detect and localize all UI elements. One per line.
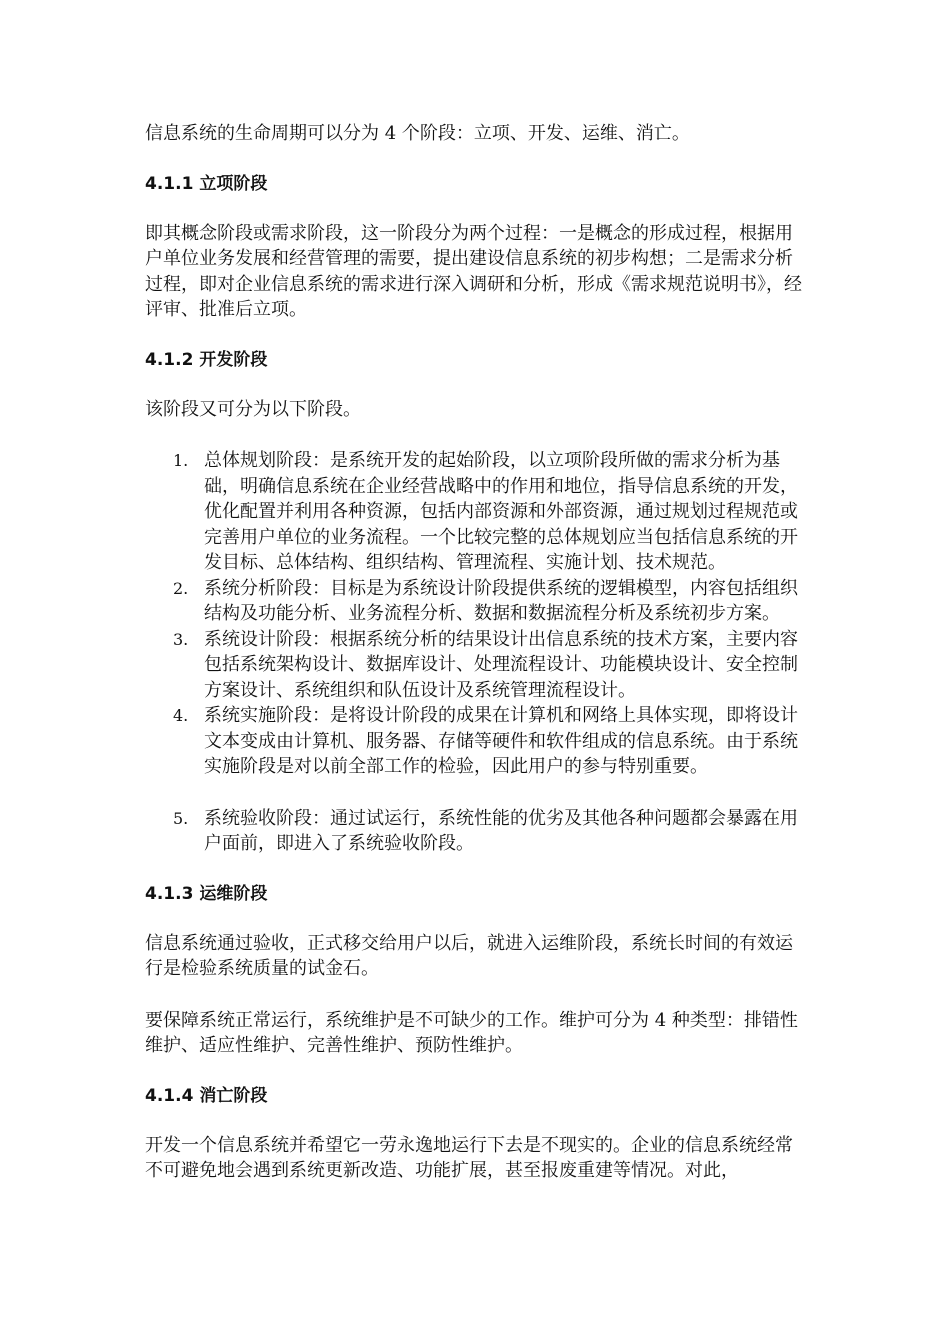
development-stage-list	[145, 448, 805, 857]
list-item	[145, 703, 805, 780]
retirement-paragraph: 开发一个信息系统并希望它一劳永逸地运行下去是不现实的。企业的信息系统经常不可避免地会遇到系统更新改造、功能扩展，甚至报废重建等情况。对此，	[145, 1134, 793, 1181]
list-item-text: 系统验收阶段：通过试运行，系统性能的优劣及其他各种问题都会暴露在用户面前，即进入了系统验收阶段。	[204, 807, 798, 854]
section-heading-retirement: 4.1.4 消亡阶段	[145, 1085, 268, 1106]
list-item-number: 2.	[173, 578, 189, 598]
list-item-number: 3.	[173, 629, 189, 649]
list-item-text: 总体规划阶段：是系统开发的起始阶段，以立项阶段所做的需求分析为基础，明确信息系统在企业经营战略中的作用和地位，指导信息系统的开发，优化配置并利用各种资源，包括内部资源和外部资源，通过规划过程规范或完善用户单位的业务流程。一个比较完整的总体规划应当包括信息系统的开发目标、总体结构、组织结构、管理流程、实施计划、技术规范。	[204, 450, 798, 573]
list-item-text: 系统分析阶段：目标是为系统设计阶段提供系统的逻辑模型，内容包括组织结构及功能分析、业务流程分析、数据和数据流程分析及系统初步方案。	[204, 577, 798, 624]
list-item-text: 系统设计阶段：根据系统分析的结果设计出信息系统的技术方案，主要内容包括系统架构设计、数据库设计、处理流程设计、功能模块设计、安全控制方案设计、系统组织和队伍设计及系统管理流程设计。	[204, 628, 798, 701]
section-heading-operation: 4.1.3 运维阶段	[145, 883, 268, 904]
initiation-paragraph: 即其概念阶段或需求阶段，这一阶段分为两个过程：一是概念的形成过程，根据用户单位业务发展和经营管理的需要，提出建设信息系统的初步构想；二是需求分析过程，即对企业信息系统的需求进行深入调研和分析，形成《需求规范说明书》，经评审、批准后立项。	[145, 222, 802, 320]
list-item	[145, 448, 805, 576]
list-item	[145, 806, 805, 857]
intro-paragraph: 信息系统的生命周期可以分为 4 个阶段：立项、开发、运维、消亡。	[145, 123, 690, 144]
list-item-number: 1.	[173, 451, 189, 470]
document-page	[145, 121, 805, 1210]
list-item-number: 4.	[173, 706, 189, 725]
list-item-text: 系统实施阶段：是将设计阶段的成果在计算机和网络上具体实现，即将设计文本变成由计算机、服务器、存储等硬件和软件组成的信息系统。由于系统实施阶段是对以前全部工作的检验，因此用户的参与特别重要。	[204, 705, 798, 777]
operation-paragraph-1: 信息系统通过验收，正式移交给用户以后，就进入运维阶段，系统长时间的有效运行是检验系统质量的试金石。	[145, 932, 793, 979]
development-lead-paragraph: 该阶段又可分为以下阶段。	[145, 398, 361, 420]
section-heading-development: 4.1.2 开发阶段	[145, 349, 268, 370]
list-item	[145, 627, 805, 704]
section-heading-initiation: 4.1.1 立项阶段	[145, 173, 268, 194]
operation-paragraph-2: 要保障系统正常运行，系统维护是不可缺少的工作。维护可分为 4 种类型：排错性维护、适应性维护、完善性维护、预防性维护。	[145, 1009, 798, 1056]
list-item	[145, 576, 805, 627]
list-item-number: 5.	[173, 808, 189, 828]
